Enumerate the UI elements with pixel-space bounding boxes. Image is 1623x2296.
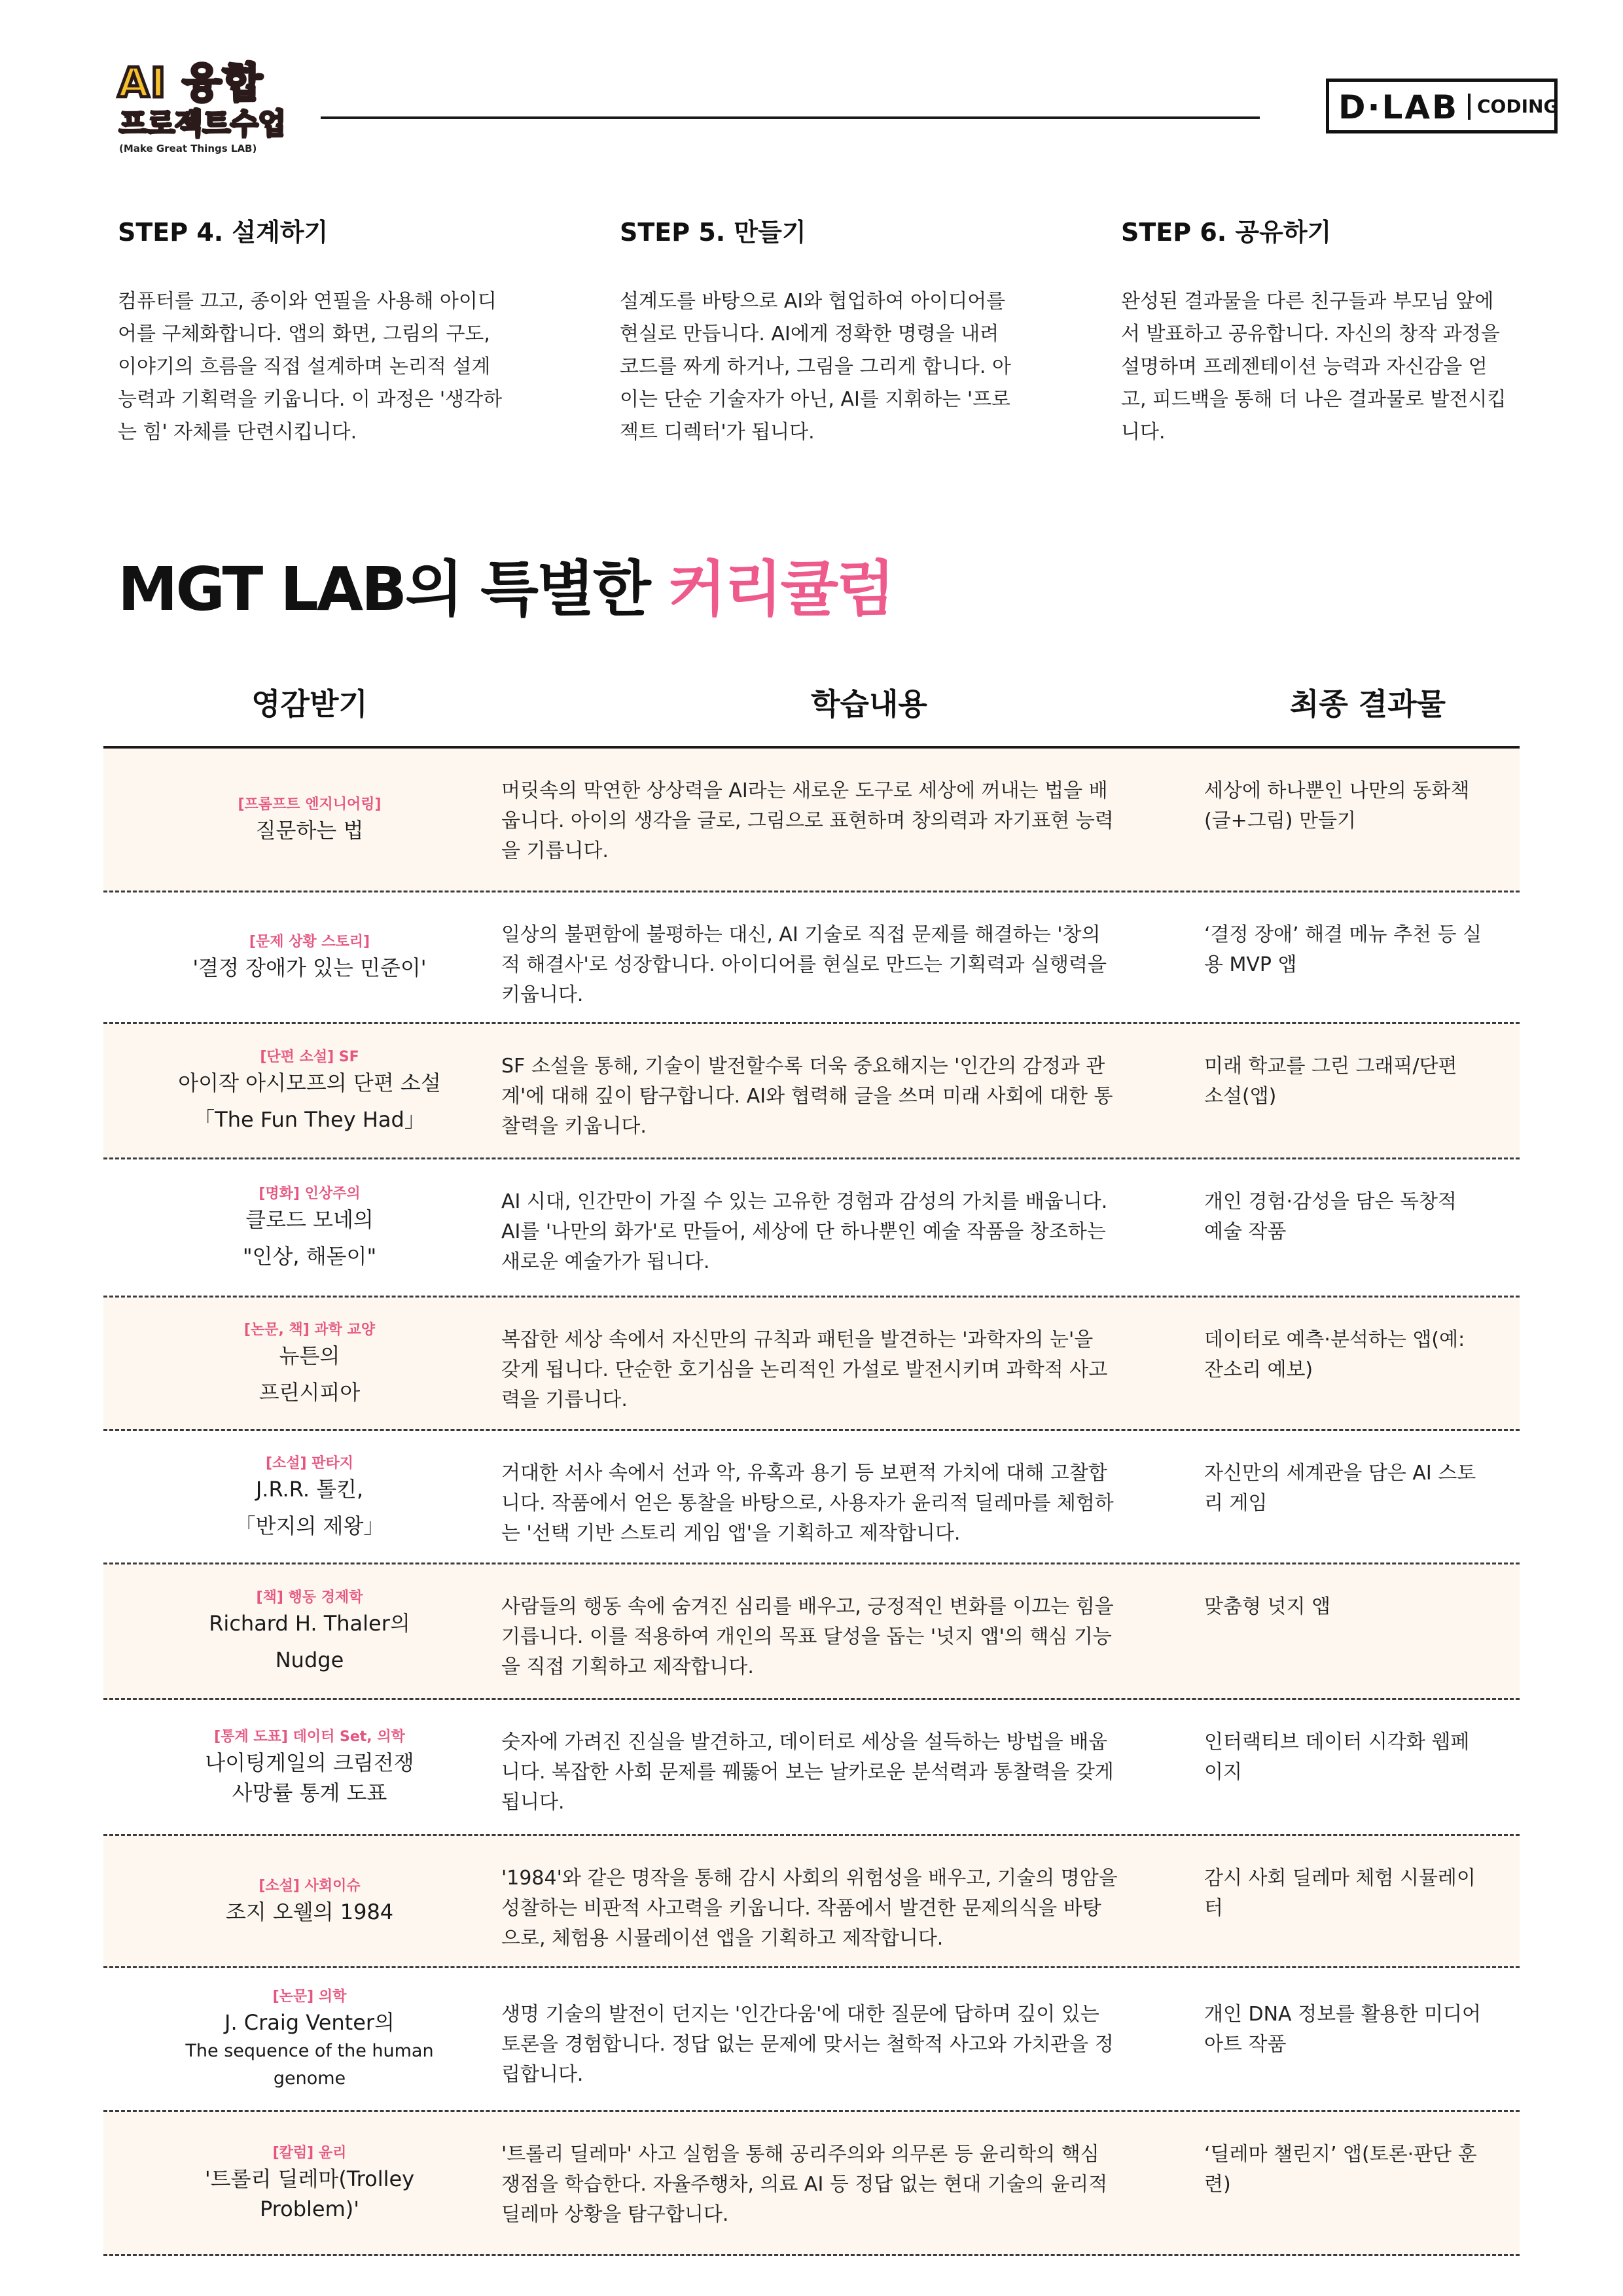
page-header — [0, 0, 1623, 170]
text-line: 토론을 경험합니다. 정답 없는 문제에 맞서는 철학적 사고와 가치관을 정 — [501, 2033, 1114, 2056]
content-cell — [501, 1863, 1169, 1954]
step-4-card — [118, 216, 524, 449]
content-cell — [501, 1187, 1169, 1277]
source-title: '결정 장애가 있는 민준이' — [192, 955, 427, 980]
inspiration-cell — [103, 1159, 516, 1296]
text-line: 숫자에 가려진 진실을 발견하고, 데이터로 세상을 설득하는 방법을 배웁 — [501, 1731, 1108, 1754]
column-header-content: 학습내용 — [811, 686, 927, 722]
result-cell — [1204, 776, 1505, 836]
text-line: 으로, 체험용 시뮬레이션 앱을 기획하고 제작합니다. — [501, 1927, 944, 1950]
source-title: Richard H. Thaler의 — [209, 1611, 410, 1636]
text-line: 이는 단순 기술자가 아닌, AI를 지휘하는 '프로 — [620, 388, 1011, 411]
result-cell — [1204, 2140, 1505, 2200]
text-line: 거대한 서사 속에서 선과 악, 유혹과 용기 등 보편적 가치에 대해 고찰합 — [501, 1462, 1107, 1485]
text-line: 코드를 짜게 하거나, 그림을 그리게 합니다. 아 — [620, 355, 1011, 378]
text-line: '1984'와 같은 명작을 통해 감시 사회의 위험성을 배우고, 기술의 명암을 — [501, 1867, 1118, 1890]
text-line: 기릅니다. 이를 적용하여 개인의 목표 달성을 돕는 '넛지 앱'의 핵심 기능 — [501, 1625, 1112, 1648]
text-line: 복잡한 세상 속에서 자신만의 규칙과 패턴을 발견하는 '과학자의 눈'을 — [501, 1328, 1094, 1351]
text-line: AI 시대, 인간만이 가질 수 있는 고유한 경험과 감성의 가치를 배웁니다. — [501, 1190, 1108, 1213]
text-line: 미래 학교를 그린 그래픽/단편 — [1204, 1055, 1457, 1078]
text-line: 고, 피드백을 통해 더 나은 결과물로 발전시킵 — [1121, 388, 1507, 411]
text-line: 인터랙티브 데이터 시각화 웹페 — [1204, 1731, 1470, 1754]
source-subtitle: genome — [273, 2068, 346, 2089]
text-line: 개인 DNA 정보를 활용한 미디어 — [1204, 2003, 1481, 2026]
inspiration-cell — [103, 1564, 516, 1698]
step-5-card — [620, 216, 1026, 449]
text-line: 능력과 기획력을 키웁니다. 이 과정은 '생각하 — [118, 388, 503, 411]
step-description — [118, 285, 524, 449]
table-row — [103, 1968, 1520, 2112]
text-line: 계'에 대해 깊이 탐구합니다. AI와 협력해 글을 쓰며 미래 사회에 대한 통 — [501, 1085, 1113, 1108]
source-subtitle: The sequence of the human — [185, 2040, 434, 2061]
text-line: 컴퓨터를 끄고, 종이와 연필을 사용해 아이디 — [118, 290, 497, 313]
result-cell — [1204, 920, 1505, 980]
logo-ai: AI — [118, 59, 168, 107]
text-line: 생명 기술의 발전이 던지는 '인간다움'에 대한 질문에 답하며 깊이 있는 — [501, 2003, 1099, 2026]
section-title-accent: 커리큘럼 — [668, 554, 893, 624]
curriculum-section-title — [118, 554, 893, 626]
step-title: STEP 5. 만들기 — [620, 218, 806, 247]
text-line: 됩니다. — [501, 1791, 565, 1814]
result-cell — [1204, 1051, 1505, 1112]
source-title: J. Craig Venter의 — [224, 2009, 395, 2035]
text-line: AI를 '나만의 화가'로 만들어, 세상에 단 하나뿐인 예술 작품을 창조하는 — [501, 1220, 1106, 1243]
dlab-separator — [1468, 94, 1471, 120]
text-line: 젝트 디렉터'가 됩니다. — [620, 421, 815, 444]
text-line: 자신만의 세계관을 담은 AI 스토 — [1204, 1462, 1476, 1485]
ai-fusion-project-logo — [118, 59, 287, 158]
source-title: Problem)' — [259, 2196, 360, 2221]
text-line: 을 기릅니다. — [501, 839, 609, 862]
dlab-coding-label: CODING — [1477, 96, 1559, 117]
curriculum-table — [103, 671, 1520, 2256]
text-line: 력을 기릅니다. — [501, 1388, 628, 1411]
result-cell — [1204, 1592, 1505, 1622]
category-tag: [논문, 책] 과학 교양 — [243, 1321, 376, 1338]
text-line: 설명하며 프레젠테이션 능력과 자신감을 얻 — [1121, 355, 1488, 378]
result-cell — [1204, 1863, 1505, 1924]
text-line: 성찰하는 비판적 사고력을 키웁니다. 작품에서 발견한 문제의식을 바탕 — [501, 1897, 1101, 1920]
inspiration-cell — [103, 1298, 516, 1429]
header-divider — [321, 116, 1260, 119]
table-row — [103, 1298, 1520, 1431]
inspiration-cell — [103, 892, 516, 1022]
category-tag: [소설] 판타지 — [265, 1455, 354, 1472]
text-line: 키웁니다. — [501, 983, 584, 1006]
content-cell — [501, 920, 1169, 1010]
table-row — [103, 892, 1520, 1024]
logo-class: 수업 — [230, 107, 287, 141]
table-row — [103, 1564, 1520, 1700]
text-line: 리 게임 — [1204, 1492, 1268, 1515]
result-cell — [1204, 1325, 1505, 1385]
text-line: (글+그림) 만들기 — [1204, 809, 1356, 832]
dlab-coding-logo — [1326, 79, 1558, 133]
source-title: 뉴튼의 — [279, 1343, 340, 1368]
result-cell — [1204, 2000, 1505, 2060]
text-line: 을 직접 기획하고 제작합니다. — [501, 1655, 754, 1678]
text-line: 설계도를 바탕으로 AI와 협업하여 아이디어를 — [620, 290, 1006, 313]
step-description — [1121, 285, 1527, 449]
text-line: 니다. — [1121, 421, 1166, 444]
text-line: 는 '선택 기반 스토리 게임 앱'을 기획하고 제작합니다. — [501, 1522, 961, 1545]
dlab-mark: D·LAB — [1338, 88, 1459, 126]
text-line: 딜레마 상황을 탐구합니다. — [501, 2203, 729, 2226]
table-row — [103, 1159, 1520, 1298]
text-line: ‘딜레마 챌린지’ 앱(토론·판단 훈 — [1204, 2143, 1477, 2166]
source-title: 클로드 모네의 — [245, 1207, 374, 1232]
text-line: 는 힘' 자체를 단련시킵니다. — [118, 421, 357, 444]
source-title: 「The Fun They Had」 — [194, 1107, 425, 1132]
text-line: 개인 경험·감성을 담은 독창적 — [1204, 1190, 1457, 1213]
logo-project: 프로젝트 — [119, 107, 231, 141]
source-title: 사망률 통계 도표 — [232, 1780, 387, 1805]
text-line: 잔소리 예보) — [1204, 1358, 1313, 1381]
text-line: 갖게 됩니다. 단순한 호기심을 논리적인 가설로 발전시키며 과학적 사고 — [501, 1358, 1108, 1381]
text-line: 사람들의 행동 속에 숨겨진 심리를 배우고, 긍정적인 변화를 이끄는 힘을 — [501, 1595, 1114, 1618]
text-line: 터 — [1204, 1897, 1223, 1920]
logo-line-2 — [119, 107, 286, 141]
text-line: 머릿속의 막연한 상상력을 AI라는 새로운 도구로 세상에 꺼내는 법을 배 — [501, 779, 1108, 802]
step-6-card — [1121, 216, 1527, 449]
text-line: 완성된 결과물을 다른 친구들과 부모님 앞에 — [1121, 290, 1494, 313]
content-cell — [501, 1592, 1169, 1682]
inspiration-cell — [103, 1024, 516, 1157]
logo-line-1 — [118, 60, 263, 106]
source-title: '트롤리 딜레마(Trolley — [204, 2166, 415, 2191]
section-title-main: MGT LAB의 특별한 — [118, 554, 668, 624]
source-title: 아이작 아시모프의 단편 소설 — [178, 1070, 441, 1095]
inspiration-cell — [103, 1968, 516, 2110]
text-line: 아트 작품 — [1204, 2033, 1287, 2056]
column-header-inspiration: 영감받기 — [251, 686, 368, 722]
text-line: 립합니다. — [501, 2063, 584, 2086]
result-cell — [1204, 1458, 1505, 1519]
text-line: 웁니다. 아이의 생각을 글로, 그림으로 표현하며 창의력과 자기표현 능력 — [501, 809, 1114, 832]
content-cell — [501, 776, 1169, 866]
table-row — [103, 1700, 1520, 1836]
text-line: 니다. 작품에서 얻은 통찰을 바탕으로, 사용자가 윤리적 딜레마를 체험하 — [501, 1492, 1114, 1515]
source-title: Nudge — [275, 1648, 344, 1672]
source-title: 나이팅게일의 크림전쟁 — [205, 1750, 414, 1775]
content-cell — [501, 2000, 1169, 2090]
category-tag: [문제 상황 스토리] — [249, 934, 370, 950]
content-cell — [501, 1458, 1169, 1549]
text-line: 찰력을 키웁니다. — [501, 1115, 647, 1138]
table-row — [103, 2112, 1520, 2256]
table-row — [103, 1836, 1520, 1968]
table-row — [103, 1024, 1520, 1159]
category-tag: [논문] 의학 — [272, 1988, 347, 2005]
result-cell — [1204, 1727, 1505, 1788]
category-tag: [통계 도표] 데이터 Set, 의학 — [214, 1728, 405, 1745]
table-row — [103, 749, 1520, 892]
text-line: 현실로 만듭니다. AI에게 정확한 명령을 내려 — [620, 323, 999, 345]
source-title: 「반지의 제왕」 — [234, 1513, 385, 1538]
text-line: 맞춤형 넛지 앱 — [1204, 1595, 1330, 1618]
text-line: 예술 작품 — [1204, 1220, 1287, 1243]
source-title: J.R.R. 톨킨, — [255, 1476, 364, 1502]
text-line: 일상의 불편함에 불평하는 대신, AI 기술로 직접 문제를 해결하는 '창의 — [501, 923, 1101, 946]
text-line: 서 발표하고 공유합니다. 자신의 창작 과정을 — [1121, 323, 1500, 345]
text-line: 적 해결사'로 성장합니다. 아이디어를 현실로 만드는 기획력과 실행력을 — [501, 953, 1107, 976]
category-tag: [단편 소설] SF — [260, 1049, 359, 1065]
inspiration-cell — [103, 1431, 516, 1563]
text-line: ‘결정 장애’ 해결 메뉴 추천 등 실 — [1204, 923, 1482, 946]
logo-fusion: 융합 — [182, 59, 264, 107]
text-line: 용 MVP 앱 — [1204, 953, 1297, 976]
content-cell — [501, 2140, 1169, 2230]
inspiration-cell — [103, 1700, 516, 1834]
inspiration-cell — [103, 2112, 516, 2254]
category-tag: [칼럼] 윤리 — [272, 2144, 347, 2161]
text-line: 새로운 예술가가 됩니다. — [501, 1250, 710, 1273]
source-title: "인상, 해돋이" — [242, 1244, 377, 1269]
text-line: '트롤리 딜레마' 사고 실험을 통해 공리주의와 의무론 등 윤리학의 핵심 — [501, 2143, 1099, 2166]
text-line: 이지 — [1204, 1761, 1242, 1784]
table-row — [103, 1431, 1520, 1564]
text-line: 소설(앱) — [1204, 1085, 1277, 1108]
step-description — [620, 285, 1026, 449]
category-tag: [명화] 인상주의 — [259, 1186, 361, 1202]
text-line: 데이터로 예측·분석하는 앱(예: — [1204, 1328, 1465, 1351]
category-tag: [소설] 사회이슈 — [259, 1877, 361, 1894]
source-title: 조지 오웰의 1984 — [225, 1899, 394, 1924]
content-cell — [501, 1051, 1169, 1142]
text-line: 어를 구체화합니다. 앱의 화면, 그림의 구도, — [118, 323, 490, 345]
result-cell — [1204, 1187, 1505, 1247]
text-line: 이야기의 흐름을 직접 설계하며 논리적 설계 — [118, 355, 491, 378]
text-line: SF 소설을 통해, 기술이 발전할수록 더욱 중요해지는 '인간의 감정과 관 — [501, 1055, 1105, 1078]
inspiration-cell — [103, 1836, 516, 1966]
table-header-row — [103, 671, 1520, 749]
source-title: 질문하는 법 — [255, 817, 364, 843]
step-title: STEP 6. 공유하기 — [1121, 218, 1332, 247]
content-cell — [501, 1325, 1169, 1415]
logo-subtitle: (Make Great Things LAB) — [119, 143, 257, 154]
column-header-result: 최종 결과물 — [1289, 686, 1446, 722]
category-tag: [책] 행동 경제학 — [256, 1589, 363, 1606]
text-line: 세상에 하나뿐인 나만의 동화책 — [1204, 779, 1470, 802]
text-line: 련) — [1204, 2173, 1231, 2196]
source-title: 프린시피아 — [259, 1379, 361, 1405]
step-title: STEP 4. 설계하기 — [118, 218, 329, 247]
text-line: 쟁점을 학습한다. 자율주행차, 의료 AI 등 정답 없는 현대 기술의 윤리적 — [501, 2173, 1108, 2196]
text-line: 니다. 복잡한 사회 문제를 꿰뚫어 보는 날카로운 분석력과 통찰력을 갖게 — [501, 1761, 1114, 1784]
inspiration-cell — [103, 749, 516, 891]
category-tag: [프롬프트 엔지니어링] — [238, 796, 382, 813]
text-line: 감시 사회 딜레마 체험 시뮬레이 — [1204, 1867, 1476, 1890]
content-cell — [501, 1727, 1169, 1818]
